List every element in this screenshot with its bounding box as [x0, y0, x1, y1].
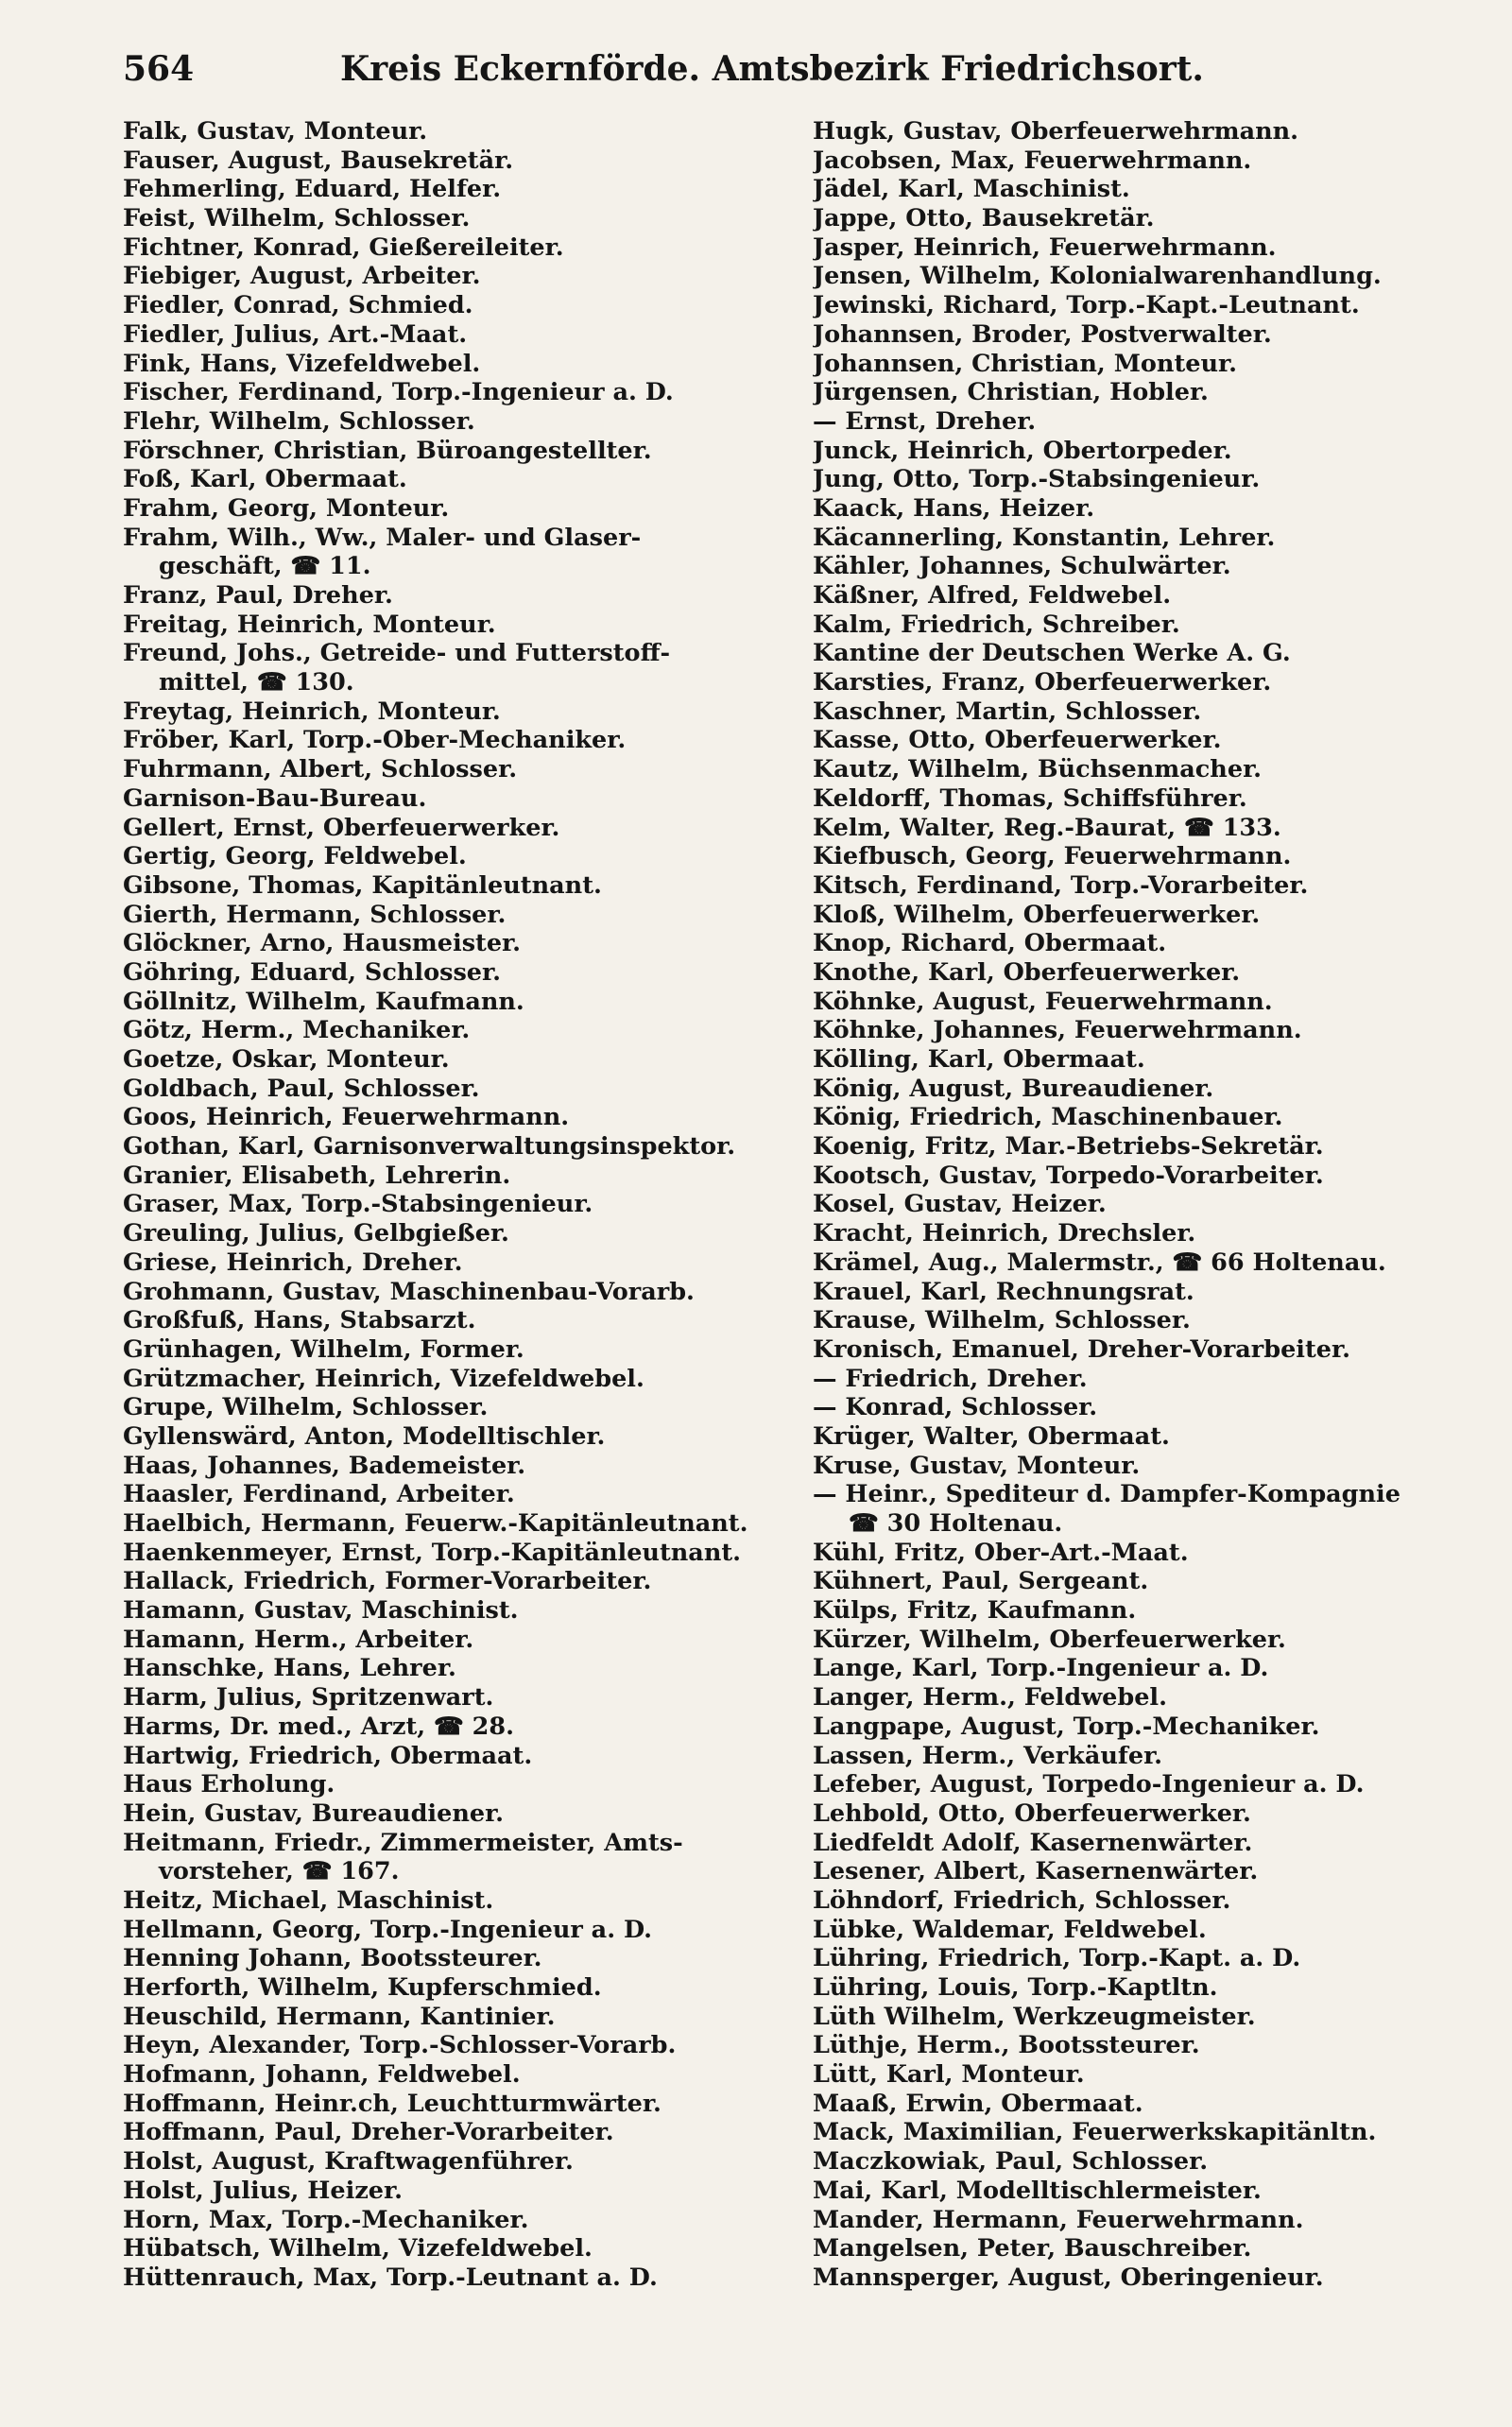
- directory-entry: Hamann, Gustav, Maschinist.: [123, 1596, 519, 1626]
- directory-entry: Garnison-Bau-Bureau.: [123, 783, 427, 813]
- directory-entry: Kasse, Otto, Oberfeuerwerker.: [813, 726, 1222, 755]
- directory-entry: Förschner, Christian, Büroangestellter.: [123, 436, 652, 465]
- directory-entry: Kosel, Gustav, Heizer.: [813, 1190, 1107, 1219]
- directory-entry: Frahm, Georg, Monteur.: [123, 493, 450, 523]
- directory-entry: Hallack, Friedrich, Former-Vorarbeiter.: [123, 1567, 652, 1596]
- directory-entry: Fiedler, Conrad, Schmied.: [123, 291, 473, 320]
- directory-entry: Heyn, Alexander, Torp.-Schlosser-Vorarb.: [123, 2031, 677, 2060]
- directory-entry: Falk, Gustav, Monteur.: [123, 117, 428, 146]
- directory-entry: Fischer, Ferdinand, Torp.-Ingenieur a. D.: [123, 378, 674, 407]
- directory-entry: Lange, Karl, Torp.-Ingenieur a. D.: [813, 1654, 1269, 1683]
- directory-entry: Freund, Johs., Getreide- und Futterstoff-: [123, 639, 671, 668]
- page-header: [123, 49, 1418, 106]
- directory-entry: Lefeber, August, Torpedo-Ingenieur a. D.: [813, 1770, 1365, 1799]
- directory-entry: Kähler, Johannes, Schulwärter.: [813, 552, 1231, 581]
- directory-entry: Fröber, Karl, Torp.-Ober-Mechaniker.: [123, 726, 627, 755]
- directory-entry: — Friedrich, Dreher.: [813, 1364, 1088, 1393]
- directory-entry: Haasler, Ferdinand, Arbeiter.: [123, 1480, 515, 1509]
- directory-entry: Fichtner, Konrad, Gießereileiter.: [123, 232, 564, 262]
- directory-entry: Frahm, Wilh., Ww., Maler- und Glaser-: [123, 523, 642, 552]
- directory-entry: — Heinr., Spediteur d. Dampfer-Kompagnie: [813, 1480, 1400, 1509]
- directory-entry: Göhring, Eduard, Schlosser.: [123, 957, 502, 987]
- directory-entry: Granier, Elisabeth, Lehrerin.: [123, 1161, 511, 1190]
- directory-entry: Lesener, Albert, Kasernenwärter.: [813, 1857, 1259, 1886]
- directory-entry: Kelm, Walter, Reg.-Baurat, ☎ 133.: [813, 813, 1281, 842]
- directory-entry: Kronisch, Emanuel, Dreher-Vorarbeiter.: [813, 1334, 1350, 1364]
- directory-entry: Gibsone, Thomas, Kapitänleutnant.: [123, 870, 602, 900]
- directory-entry: Goos, Heinrich, Feuerwehrmann.: [123, 1103, 570, 1132]
- directory-entry: Johannsen, Broder, Postverwalter.: [813, 319, 1272, 349]
- directory-entry: Maczkowiak, Paul, Schlosser.: [813, 2147, 1209, 2177]
- directory-entry: Feist, Wilhelm, Schlosser.: [123, 204, 471, 233]
- directory-entry: Kracht, Heinrich, Drechsler.: [813, 1219, 1196, 1248]
- directory-entry: Hanschke, Hans, Lehrer.: [123, 1654, 456, 1683]
- directory-entry: Göllnitz, Wilhelm, Kaufmann.: [123, 987, 524, 1016]
- directory-entry: Johannsen, Christian, Monteur.: [813, 349, 1237, 378]
- directory-entry: Gothan, Karl, Garnisonverwaltungsinspektor.: [123, 1132, 736, 1162]
- directory-entry: mittel, ☎ 130.: [159, 668, 354, 697]
- directory-entry: Haenkenmeyer, Ernst, Torp.-Kapitänleutnant.: [123, 1538, 742, 1567]
- directory-entry: Köhnke, August, Feuerwehrmann.: [813, 987, 1273, 1016]
- running-title: Kreis Eckernförde. Amtsbezirk Friedrichsort.: [340, 49, 1204, 89]
- directory-entry: Graser, Max, Torp.-Stabsingenieur.: [123, 1190, 593, 1219]
- directory-entry: Lütt, Karl, Monteur.: [813, 2060, 1085, 2090]
- directory-entry: Fauser, August, Bausekretär.: [123, 146, 514, 175]
- directory-entry: Goldbach, Paul, Schlosser.: [123, 1074, 480, 1103]
- directory-entry: Grünhagen, Wilhelm, Former.: [123, 1334, 524, 1364]
- directory-entry: Greuling, Julius, Gelbgießer.: [123, 1219, 509, 1248]
- directory-entry: Mai, Karl, Modelltischlermeister.: [813, 2176, 1262, 2205]
- directory-entry: Kloß, Wilhelm, Oberfeuerwerker.: [813, 900, 1261, 929]
- directory-entry: Haas, Johannes, Bademeister.: [123, 1451, 526, 1480]
- directory-entry: Kühl, Fritz, Ober-Art.-Maat.: [813, 1538, 1189, 1567]
- directory-entry: Jappe, Otto, Bausekretär.: [813, 204, 1155, 233]
- directory-entry: Freytag, Heinrich, Monteur.: [123, 697, 501, 726]
- directory-entry: Mack, Maximilian, Feuerwerkskapitänltn.: [813, 2118, 1377, 2147]
- directory-entry: Jürgensen, Christian, Hobler.: [813, 378, 1209, 407]
- directory-entry: Kruse, Gustav, Monteur.: [813, 1451, 1141, 1480]
- directory-entry: geschäft, ☎ 11.: [159, 552, 371, 581]
- directory-entry: Kaack, Hans, Heizer.: [813, 493, 1095, 523]
- directory-entry: Heitz, Michael, Maschinist.: [123, 1885, 494, 1915]
- directory-entry: Gertig, Georg, Feldwebel.: [123, 842, 467, 871]
- directory-entry: Horn, Max, Torp.-Mechaniker.: [123, 2205, 529, 2234]
- directory-entry: Holst, August, Kraftwagenführer.: [123, 2147, 574, 2177]
- directory-entry: Franz, Paul, Dreher.: [123, 581, 393, 610]
- directory-entry: Krause, Wilhelm, Schlosser.: [813, 1306, 1191, 1335]
- directory-entry: Flehr, Wilhelm, Schlosser.: [123, 406, 475, 436]
- directory-entry: Hoffmann, Paul, Dreher-Vorarbeiter.: [123, 2118, 614, 2147]
- directory-entry: ☎ 30 Holtenau.: [849, 1509, 1063, 1538]
- directory-entry: Kalm, Friedrich, Schreiber.: [813, 610, 1180, 639]
- right-column: [813, 117, 1465, 2293]
- directory-entry: Jädel, Karl, Maschinist.: [813, 175, 1130, 204]
- directory-entry: Gyllenswärd, Anton, Modelltischler.: [123, 1421, 606, 1451]
- directory-entry: Fink, Hans, Vizefeldwebel.: [123, 349, 481, 378]
- directory-entry: Hoffmann, Heinr.ch, Leuchtturmwärter.: [123, 2089, 662, 2118]
- directory-entry: Grohmann, Gustav, Maschinenbau-Vorarb.: [123, 1277, 695, 1306]
- directory-entry: Harms, Dr. med., Arzt, ☎ 28.: [123, 1712, 515, 1741]
- directory-entry: Knop, Richard, Obermaat.: [813, 929, 1167, 958]
- directory-entry: König, August, Bureaudiener.: [813, 1074, 1214, 1103]
- directory-entry: Freitag, Heinrich, Monteur.: [123, 610, 496, 639]
- directory-entry: Kantine der Deutschen Werke A. G.: [813, 639, 1291, 668]
- directory-entry: Krüger, Walter, Obermaat.: [813, 1421, 1170, 1451]
- directory-entry: Karsties, Franz, Oberfeuerwerker.: [813, 668, 1272, 697]
- directory-entry: — Ernst, Dreher.: [813, 406, 1037, 436]
- directory-entry: Jung, Otto, Torp.-Stabsingenieur.: [813, 465, 1261, 494]
- directory-entry: Köhnke, Johannes, Feuerwehrmann.: [813, 1016, 1302, 1045]
- directory-entry: Kühnert, Paul, Sergeant.: [813, 1567, 1149, 1596]
- directory-entry: Mannsperger, August, Oberingenieur.: [813, 2263, 1324, 2292]
- directory-entry: Hüttenrauch, Max, Torp.-Leutnant a. D.: [123, 2263, 658, 2292]
- directory-entry: Kautz, Wilhelm, Büchsenmacher.: [813, 755, 1263, 784]
- directory-entry: Hübatsch, Wilhelm, Vizefeldwebel.: [123, 2234, 593, 2263]
- directory-entry: Heuschild, Hermann, Kantinier.: [123, 2002, 556, 2031]
- directory-entry: Krauel, Karl, Rechnungsrat.: [813, 1277, 1194, 1306]
- directory-entry: Hellmann, Georg, Torp.-Ingenieur a. D.: [123, 1915, 653, 1944]
- directory-entry: Fiedler, Julius, Art.-Maat.: [123, 319, 468, 349]
- directory-entry: Haus Erholung.: [123, 1770, 335, 1799]
- directory-entry: Mangelsen, Peter, Bauschreiber.: [813, 2234, 1252, 2263]
- directory-entry: Lübke, Waldemar, Feldwebel.: [813, 1915, 1207, 1944]
- directory-entry: Gellert, Ernst, Oberfeuerwerker.: [123, 813, 560, 842]
- directory-entry: Löhndorf, Friedrich, Schlosser.: [813, 1885, 1231, 1915]
- directory-entry: Külps, Fritz, Kaufmann.: [813, 1596, 1137, 1626]
- directory-entry: Kölling, Karl, Obermaat.: [813, 1045, 1145, 1074]
- directory-entry: Holst, Julius, Heizer.: [123, 2176, 403, 2205]
- directory-entry: Knothe, Karl, Oberfeuerwerker.: [813, 957, 1241, 987]
- directory-entry: Käcannerling, Konstantin, Lehrer.: [813, 523, 1276, 552]
- directory-entry: Kootsch, Gustav, Torpedo-Vorarbeiter.: [813, 1161, 1324, 1190]
- directory-entry: Maaß, Erwin, Obermaat.: [813, 2089, 1143, 2118]
- directory-entry: Mander, Hermann, Feuerwehrmann.: [813, 2205, 1304, 2234]
- directory-entry: Kaschner, Martin, Schlosser.: [813, 697, 1202, 726]
- directory-entry: Fuhrmann, Albert, Schlosser.: [123, 755, 518, 784]
- directory-entry: Glöckner, Arno, Hausmeister.: [123, 929, 522, 958]
- directory-entry: Grupe, Wilhelm, Schlosser.: [123, 1393, 489, 1422]
- directory-entry: Koenig, Fritz, Mar.-Betriebs-Sekretär.: [813, 1132, 1324, 1162]
- directory-entry: Jacobsen, Max, Feuerwehrmann.: [813, 146, 1252, 175]
- directory-entry: Harm, Julius, Spritzenwart.: [123, 1683, 494, 1713]
- directory-entry: Heitmann, Friedr., Zimmermeister, Amts-: [123, 1828, 683, 1857]
- directory-entry: Hugk, Gustav, Oberfeuerwehrmann.: [813, 117, 1299, 146]
- directory-entry: Lüth Wilhelm, Werkzeugmeister.: [813, 2002, 1256, 2031]
- directory-entry: Lühring, Friedrich, Torp.-Kapt. a. D.: [813, 1944, 1301, 1973]
- directory-entry: Götz, Herm., Mechaniker.: [123, 1016, 471, 1045]
- directory-entry: Keldorff, Thomas, Schiffsführer.: [813, 783, 1247, 813]
- directory-entry: Jasper, Heinrich, Feuerwehrmann.: [813, 232, 1277, 262]
- directory-entry: Jewinski, Richard, Torp.-Kapt.-Leutnant.: [813, 291, 1360, 320]
- directory-entry: Griese, Heinrich, Dreher.: [123, 1248, 463, 1277]
- directory-entry: Lühring, Louis, Torp.-Kaptltn.: [813, 1973, 1218, 2002]
- directory-entry: Krämel, Aug., Malermstr., ☎ 66 Holtenau.: [813, 1248, 1386, 1277]
- directory-entry: Kürzer, Wilhelm, Oberfeuerwerker.: [813, 1625, 1286, 1654]
- directory-entry: Lehbold, Otto, Oberfeuerwerker.: [813, 1799, 1251, 1828]
- directory-entry: Liedfeldt Adolf, Kasernenwärter.: [813, 1828, 1253, 1857]
- directory-entry: Grützmacher, Heinrich, Vizefeldwebel.: [123, 1364, 644, 1393]
- directory-entry: Großfuß, Hans, Stabsarzt.: [123, 1306, 476, 1335]
- directory-entry: Henning Johann, Bootssteurer.: [123, 1944, 542, 1973]
- left-column: [123, 117, 789, 2293]
- directory-entry: Lüthje, Herm., Bootssteurer.: [813, 2031, 1200, 2060]
- directory-entry: Hamann, Herm., Arbeiter.: [123, 1625, 474, 1654]
- directory-entry: Jensen, Wilhelm, Kolonialwarenhandlung.: [813, 262, 1382, 291]
- directory-entry: König, Friedrich, Maschinenbauer.: [813, 1103, 1283, 1132]
- directory-entry: Lassen, Herm., Verkäufer.: [813, 1741, 1163, 1770]
- directory-entry: Foß, Karl, Obermaat.: [123, 465, 407, 494]
- directory-entry: Herforth, Wilhelm, Kupferschmied.: [123, 1973, 602, 2002]
- directory-entry: Langer, Herm., Feldwebel.: [813, 1683, 1167, 1713]
- directory-entry: Kitsch, Ferdinand, Torp.-Vorarbeiter.: [813, 870, 1309, 900]
- directory-entry: Hartwig, Friedrich, Obermaat.: [123, 1741, 533, 1770]
- directory-entry: Kiefbusch, Georg, Feuerwehrmann.: [813, 842, 1292, 871]
- directory-entry: Fehmerling, Eduard, Helfer.: [123, 175, 502, 204]
- directory-entry: vorsteher, ☎ 167.: [159, 1857, 400, 1886]
- directory-entry: Hein, Gustav, Bureaudiener.: [123, 1799, 505, 1828]
- directory-entry: Käßner, Alfred, Feldwebel.: [813, 581, 1172, 610]
- directory-entry: Gierth, Hermann, Schlosser.: [123, 900, 507, 929]
- directory-entry: Junck, Heinrich, Obertorpeder.: [813, 436, 1232, 465]
- page-number: 564: [123, 49, 195, 89]
- directory-entry: Haelbich, Hermann, Feuerw.-Kapitänleutnant.: [123, 1509, 748, 1538]
- directory-entry: Fiebiger, August, Arbeiter.: [123, 262, 481, 291]
- directory-entry: Langpape, August, Torp.-Mechaniker.: [813, 1712, 1320, 1741]
- directory-entry: Hofmann, Johann, Feldwebel.: [123, 2060, 521, 2090]
- directory-entry: Goetze, Oskar, Monteur.: [123, 1045, 450, 1074]
- directory-entry: — Konrad, Schlosser.: [813, 1393, 1098, 1422]
